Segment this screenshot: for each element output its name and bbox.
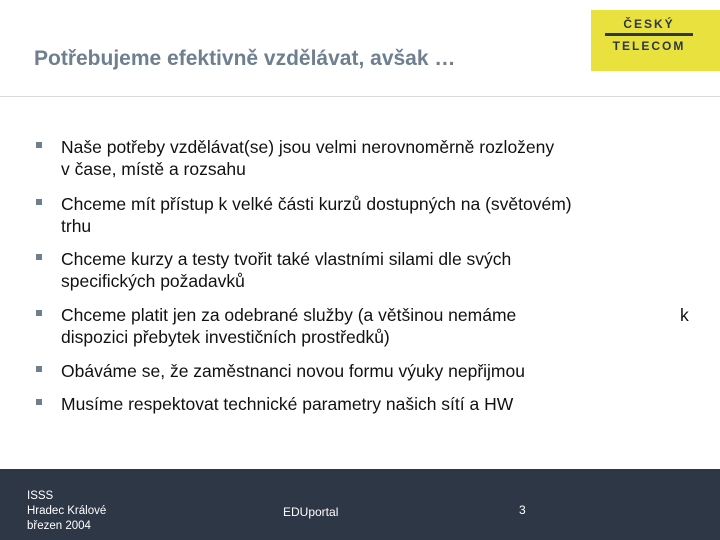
bullet-line: Musíme respektovat technické parametry našich sítí a HW xyxy=(61,394,514,414)
square-bullet-icon xyxy=(36,254,42,260)
footer-place: Hradec Králové xyxy=(27,505,107,517)
stray-text: k xyxy=(680,305,689,325)
bullet-line: Obáváme se, že zaměstnanci novou formu výuky nepřijmou xyxy=(61,361,525,381)
footer-title: EDUportal xyxy=(283,505,339,519)
bullet-line: Chceme mít přístup k velké části kurzů dostupných na (světovém) xyxy=(61,194,572,214)
square-bullet-icon xyxy=(36,399,42,405)
square-bullet-icon xyxy=(36,310,42,316)
footer-date: březen 2004 xyxy=(27,520,91,532)
bullet-line: v čase, místě a rozsahu xyxy=(61,159,246,179)
square-bullet-icon xyxy=(36,366,42,372)
bullet-line: dispozici přebytek investičních prostředků) xyxy=(61,327,390,347)
bullet-line: Chceme platit jen za odebrané služby (a většinou nemáme xyxy=(61,305,517,325)
bullet-line: Chceme kurzy a testy tvořit také vlastními silami dle svých xyxy=(61,249,512,269)
logo-graphic-icon xyxy=(591,10,720,71)
bullet-line: trhu xyxy=(61,216,92,236)
logo-line-2: TELECOM xyxy=(612,39,686,53)
square-bullet-icon xyxy=(36,142,42,148)
logo-line-1: ČESKÝ xyxy=(623,17,675,31)
title-divider xyxy=(0,96,720,97)
cesky-telecom-logo xyxy=(591,10,720,71)
square-bullet-icon xyxy=(36,199,42,205)
slide-title: Potřebujeme efektivně vzdělávat, avšak … xyxy=(34,47,456,70)
bullet-line: specifických požadavků xyxy=(61,271,245,291)
page-number: 3 xyxy=(519,503,526,517)
footer-info xyxy=(27,489,106,534)
footer-bar xyxy=(0,469,720,540)
bullet-line: Naše potřeby vzdělávat(se) jsou velmi nerovnoměrně rozloženy xyxy=(61,137,555,157)
footer-org: ISSS xyxy=(27,490,54,502)
